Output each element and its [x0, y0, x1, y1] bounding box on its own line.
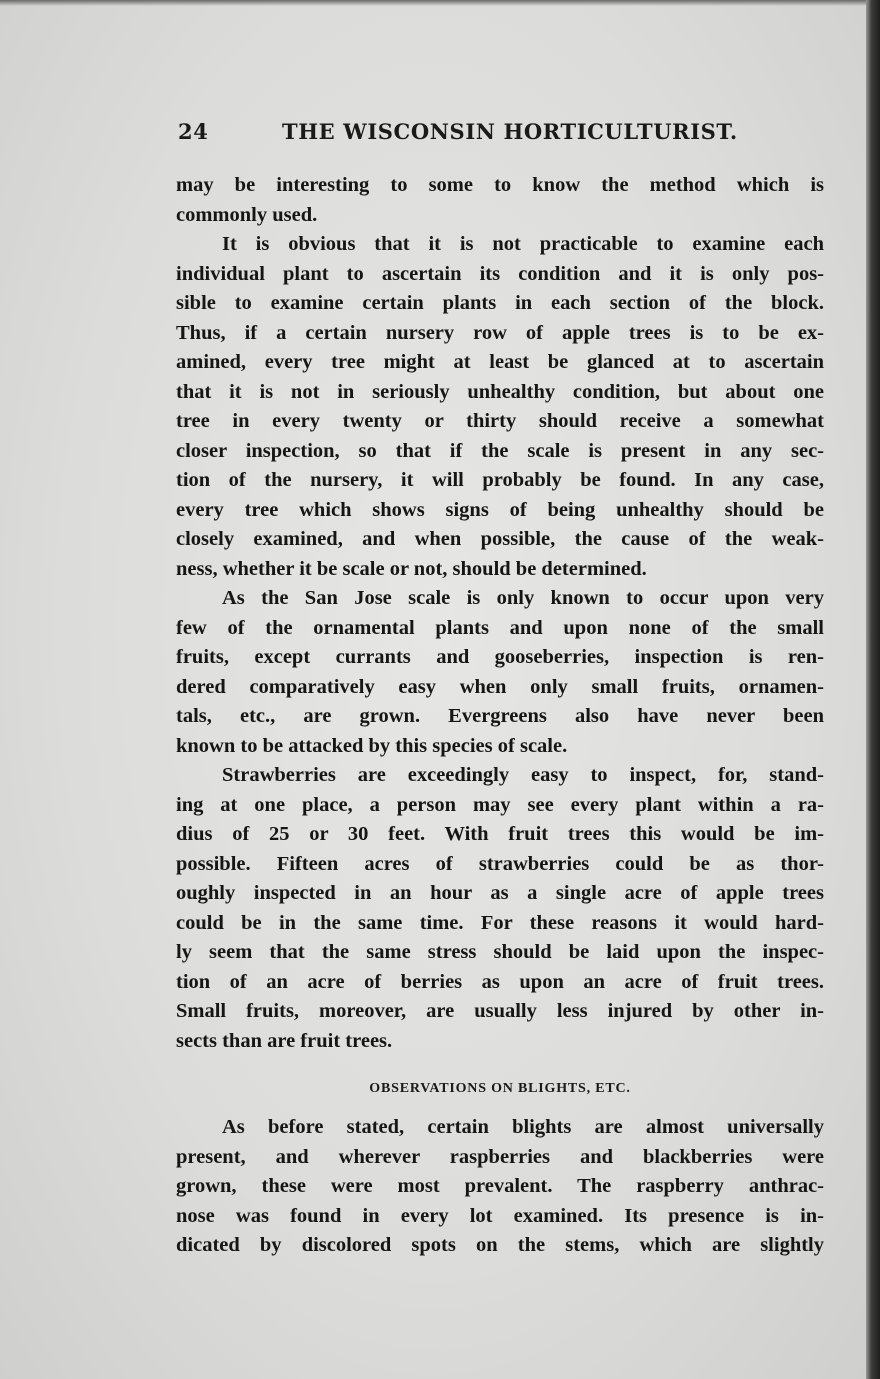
scan-top-shadow	[0, 0, 880, 6]
text-line: known to be attacked by this species of scale.	[176, 734, 568, 757]
text-line: fruits, except currants and gooseberries, inspection is ren-	[176, 646, 824, 668]
text-line: dius of 25 or 30 feet. With fruit trees this would be im-	[176, 823, 824, 845]
text-line: ing at one place, a person may see every plant within a ra-	[176, 793, 824, 816]
text-line: every tree which shows signs of being unhealthy should be	[176, 498, 824, 521]
text-line: could be in the same time. For these reasons it would hard-	[176, 911, 824, 934]
text-line: ly seem that the same stress should be laid upon the inspec-	[176, 941, 824, 963]
text-line: may be interesting to some to know the method which is	[176, 174, 824, 196]
text-line: Small fruits, moreover, are usually less injured by other in-	[176, 1000, 824, 1022]
text-line: nose was found in every lot examined. Its presence is in-	[176, 1204, 824, 1227]
text-line: As the San Jose scale is only known to occur upon very	[222, 587, 824, 609]
text-line: individual plant to ascertain its condition and it is only pos-	[176, 262, 824, 285]
text-line: Strawberries are exceedingly easy to inspect, for, stand-	[222, 764, 824, 786]
text-line: that it is not in seriously unhealthy condition, but about one	[176, 380, 824, 403]
text-line: dered comparatively easy when only small fruits, ornamen-	[176, 675, 824, 698]
text-line: sects than are fruit trees.	[176, 1029, 393, 1052]
body-text	[176, 171, 824, 1261]
text-line: amined, every tree might at least be glanced at to ascertain	[176, 351, 824, 373]
text-line: tion of the nursery, it will probably be found. In any case,	[176, 469, 824, 491]
scan-right-edge	[866, 0, 880, 1379]
text-line: oughly inspected in an hour as a single acre of apple trees	[176, 882, 824, 904]
page-header	[178, 119, 738, 149]
text-line: sible to examine certain plants in each section of the block.	[176, 292, 824, 314]
text-line: It is obvious that it is not practicable to examine each	[222, 233, 824, 255]
text-line: Thus, if a certain nursery row of apple trees is to be ex-	[176, 321, 824, 344]
text-line: dicated by discolored spots on the stems, which are slightly	[176, 1234, 824, 1256]
page-number: 24	[178, 119, 209, 144]
running-title: THE WISCONSIN HORTICULTURIST.	[282, 119, 738, 144]
section-heading: OBSERVATIONS ON BLIGHTS, ETC.	[369, 1081, 631, 1096]
text-line: ness, whether it be scale or not, should be determined.	[176, 557, 647, 580]
text-line: closely examined, and when possible, the cause of the weak-	[176, 528, 824, 550]
text-line: tion of an acre of berries as upon an acre of fruit trees.	[176, 970, 824, 993]
text-line: commonly used.	[176, 203, 318, 226]
text-line: possible. Fifteen acres of strawberries could be as thor-	[176, 852, 824, 875]
text-line: few of the ornamental plants and upon none of the small	[176, 616, 824, 639]
text-line: As before stated, certain blights are almost universally	[222, 1116, 824, 1138]
text-line: tals, etc., are grown. Evergreens also have never been	[176, 705, 824, 727]
text-line: closer inspection, so that if the scale is present in any sec-	[176, 439, 824, 462]
text-line: present, and wherever raspberries and blackberries were	[176, 1145, 824, 1168]
text-line: tree in every twenty or thirty should receive a somewhat	[176, 410, 824, 432]
text-line: grown, these were most prevalent. The raspberry anthrac-	[176, 1175, 824, 1197]
